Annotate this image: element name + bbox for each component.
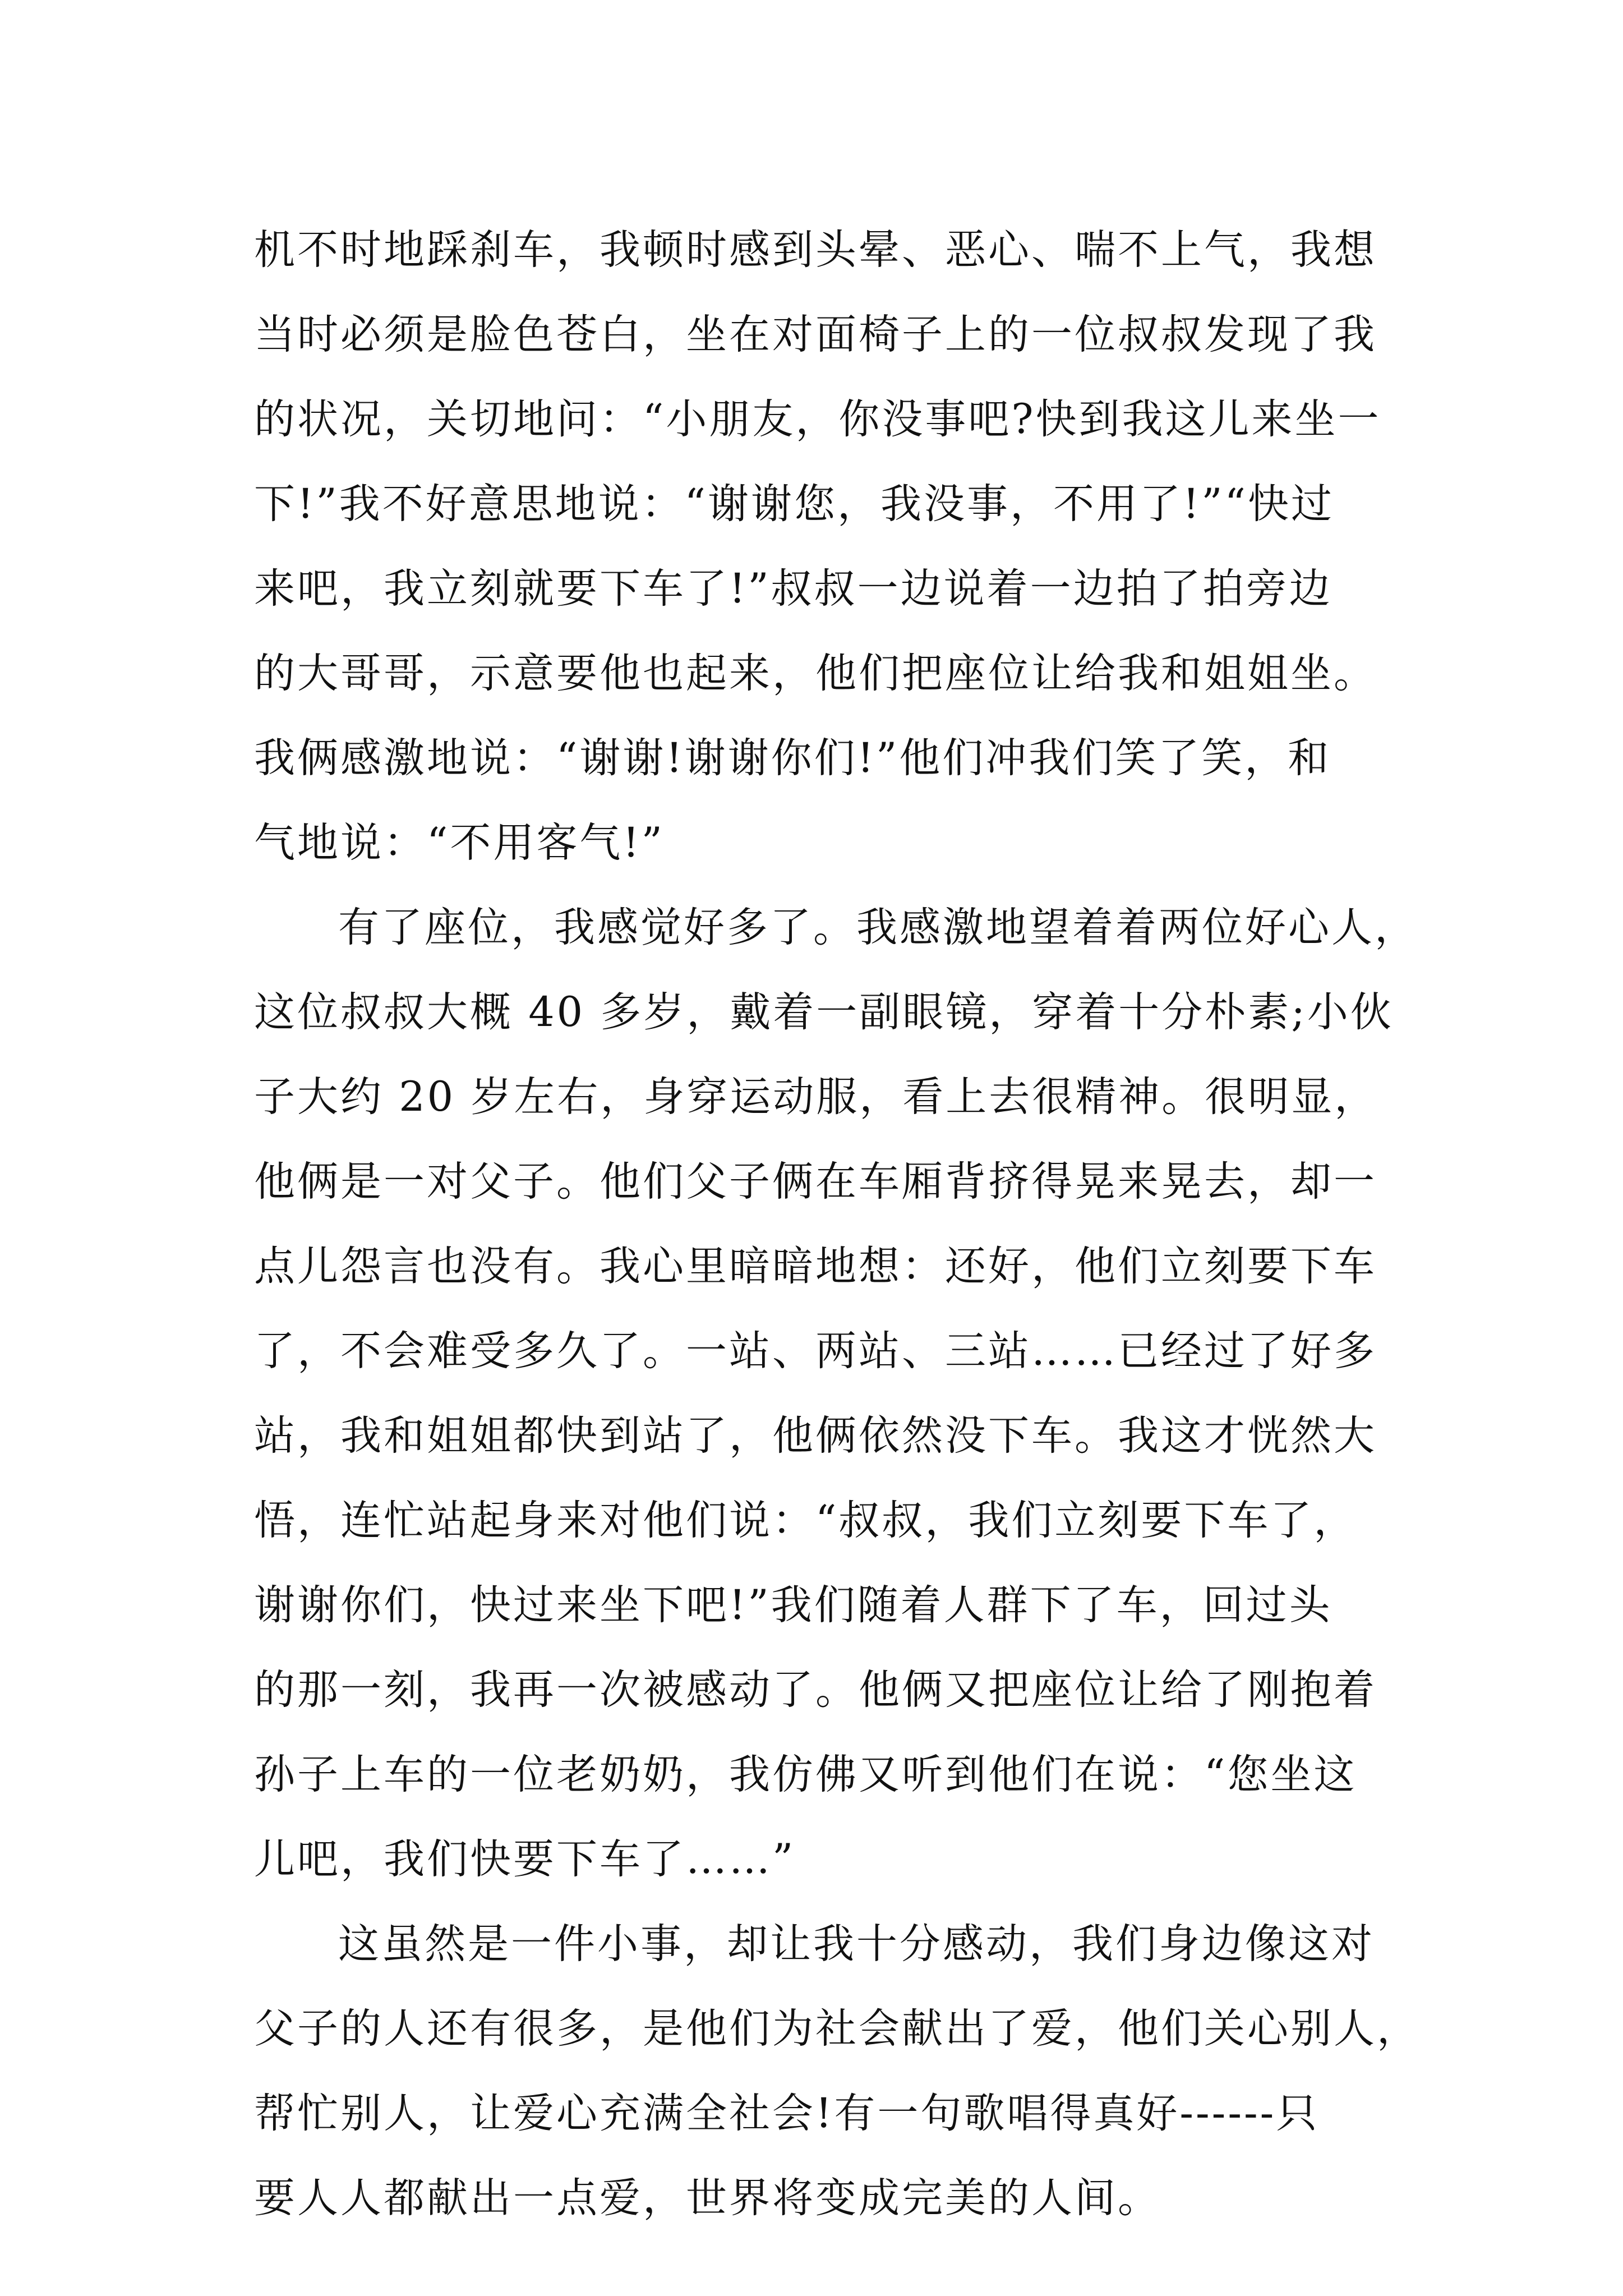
text-line: 站，我和姐姐都快到站了，他俩依然没下车。我这才恍然大: [254, 1412, 1377, 1460]
paragraph: [254, 1902, 1420, 2240]
text-line: 这位叔叔大概 40 多岁，戴着一副眼镜，穿着十分朴素;小伙: [254, 988, 1394, 1036]
text-line: 了，不会难受多久了。一站、两站、三站……已经过了好多: [254, 1327, 1377, 1375]
text-line: 要人人都献出一点爱，世界将变成完美的人间。: [254, 2174, 1161, 2222]
text-line: 机不时地踩刹车，我顿时感到头晕、恶心、喘不上气，我想: [254, 226, 1377, 274]
text-line: 的大哥哥，示意要他也起来，他们把座位让给我和姐姐坐。: [254, 650, 1377, 697]
text-line: 父子的人还有很多，是他们为社会献出了爱，他们关心别人，: [254, 2005, 1420, 2053]
text-line: 谢谢你们，快过来坐下吧!”我们随着人群下了车，回过头: [254, 1581, 1332, 1629]
text-line: 的那一刻，我再一次被感动了。他俩又把座位让给了刚抱着: [254, 1666, 1377, 1714]
text-line: 点儿怨言也没有。我心里暗暗地想：还好，他们立刻要下车: [254, 1243, 1377, 1290]
text-line: 有了座位，我感觉好多了。我感激地望着着两位好心人，: [338, 904, 1418, 951]
text-line: 悟，连忙站起身来对他们说：“叔叔，我们立刻要下车了，: [254, 1497, 1357, 1544]
text-line: 的状况，关切地问：“小朋友，你没事吧?快到我这儿来坐一: [254, 395, 1381, 443]
text-line: 这虽然是一件小事，却让我十分感动，我们身边像这对: [338, 1920, 1375, 1968]
text-line: 儿吧，我们快要下车了……”: [254, 1835, 796, 1883]
text-line: 当时必须是脸色苍白，坐在对面椅子上的一位叔叔发现了我: [254, 311, 1377, 358]
text-line: 孙子上车的一位老奶奶，我仿佛又听到他们在说：“您坐这: [254, 1751, 1357, 1798]
text-line: 下!”我不好意思地说：“谢谢您，我没事，不用了!”“快过: [254, 480, 1334, 528]
text-line: 我俩感激地说：“谢谢!谢谢你们!”他们冲我们笑了笑，和: [254, 734, 1331, 782]
text-line: 他俩是一对父子。他们父子俩在车厢背挤得晃来晃去，却一: [254, 1158, 1377, 1205]
text-line: 来吧，我立刻就要下车了!”叔叔一边说着一边拍了拍旁边: [254, 565, 1332, 613]
text-line: 帮忙别人，让爱心充满全社会!有一句歌唱得真好------只: [254, 2090, 1320, 2137]
paragraph: [254, 208, 1409, 885]
body-text: [254, 208, 1420, 2240]
paragraph: [254, 885, 1418, 1902]
text-line: 气地说：“不用客气!”: [254, 819, 665, 867]
text-line: 子大约 20 岁左右，身穿运动服，看上去很精神。很明显，: [254, 1073, 1378, 1121]
